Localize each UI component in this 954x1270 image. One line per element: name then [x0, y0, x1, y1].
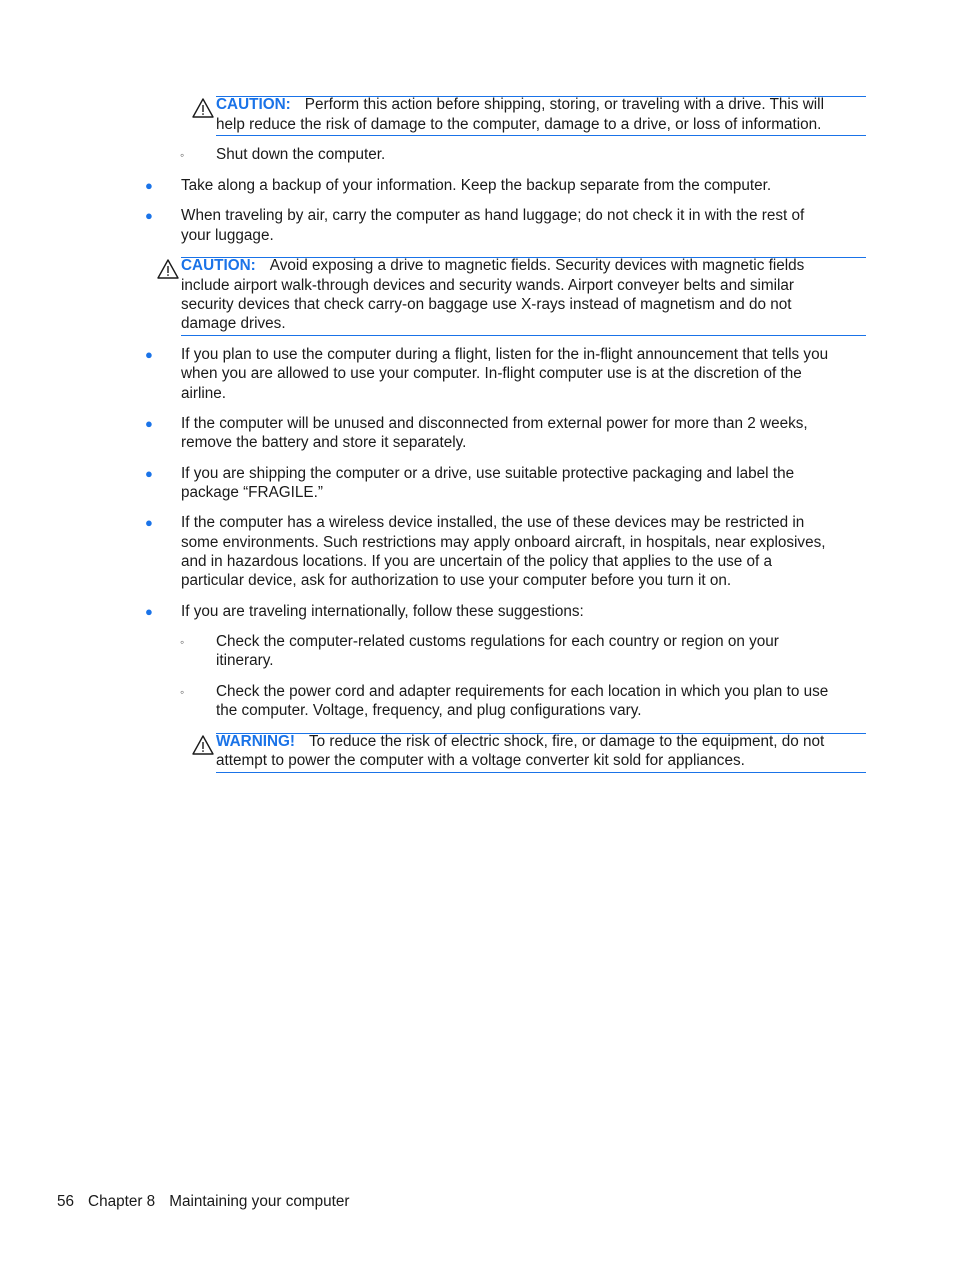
- warning-triangle-icon: [157, 259, 179, 279]
- notice-line: Avoid exposing a drive to magnetic fields. Security devices with magnetic fields: [269, 257, 805, 274]
- page-footer: [57, 1192, 363, 1212]
- sub-bullet-marker: ◦: [180, 635, 185, 649]
- notice-bottom-rule: [216, 135, 866, 136]
- notice-line: attempt to power the computer with a voltage converter kit sold for appliances.: [216, 752, 745, 769]
- page-number: 56: [57, 1193, 75, 1210]
- chapter-label: Chapter 8: [88, 1193, 156, 1210]
- list-item-line: particular device, ask for authorization to use your computer before you turn it on.: [181, 572, 732, 589]
- list-item-line: and in hazardous locations. If you are uncertain of the policy that applies to the use of a: [181, 553, 773, 570]
- list-item: Take along a backup of your information. Keep the backup separate from the computer.: [181, 177, 772, 194]
- bullet-marker: ●: [145, 466, 153, 481]
- list-item-line: If the computer has a wireless device installed, the use of these devices may be restricted in: [181, 514, 805, 531]
- warning-triangle-icon: [192, 735, 214, 755]
- chapter-title: Maintaining your computer: [169, 1193, 350, 1210]
- sub-list-item-line: Check the power cord and adapter requirements for each location in which you plan to use: [216, 683, 829, 700]
- bullet-marker: ●: [145, 208, 153, 223]
- list-item-line: If the computer will be unused and disconnected from external power for more than 2 weeks,: [181, 415, 808, 432]
- list-item-line: your luggage.: [181, 227, 274, 244]
- bullet-marker: ●: [145, 604, 153, 619]
- list-item-line: When traveling by air, carry the computer as hand luggage; do not check it in with the rest of: [181, 207, 805, 224]
- sub-bullet-marker: ◦: [180, 148, 185, 162]
- notice-bottom-rule: [216, 772, 866, 773]
- sub-list-item-line: Check the computer-related customs regulations for each country or region on your: [216, 633, 779, 650]
- bullet-marker: ●: [145, 515, 153, 530]
- list-item-line: remove the battery and store it separately.: [181, 434, 467, 451]
- notice-bottom-rule: [181, 335, 866, 336]
- notice-text: [181, 256, 804, 276]
- caution-label: CAUTION:: [216, 96, 291, 113]
- sub-list-item-line: itinerary.: [216, 652, 274, 669]
- list-item: If you are traveling internationally, follow these suggestions:: [181, 603, 584, 620]
- notice-line: damage drives.: [181, 315, 286, 332]
- list-item-line: If you plan to use the computer during a flight, listen for the in-flight announcement that tells you: [181, 346, 829, 363]
- notice-line: help reduce the risk of damage to the computer, damage to a drive, or loss of information.: [216, 116, 822, 133]
- notice-text: [216, 732, 824, 752]
- notice-line: To reduce the risk of electric shock, fire, or damage to the equipment, do not: [309, 733, 825, 750]
- notice-line: include airport walk-through devices and security wands. Airport conveyer belts and similar: [181, 277, 795, 294]
- list-item-line: If you are shipping the computer or a drive, use suitable protective packaging and label the: [181, 465, 795, 482]
- list-item-line: when you are allowed to use your computer. In-flight computer use is at the discretion of the: [181, 365, 802, 382]
- sub-bullet-marker: ◦: [180, 685, 185, 699]
- warning-label: WARNING!: [216, 733, 296, 750]
- notice-line: Perform this action before shipping, storing, or traveling with a drive. This will: [304, 96, 824, 113]
- warning-triangle-icon: [192, 98, 214, 118]
- bullet-marker: ●: [145, 347, 153, 362]
- bullet-marker: ●: [145, 178, 153, 193]
- list-item-line: package “FRAGILE.”: [181, 484, 323, 501]
- list-item-line: some environments. Such restrictions may apply onboard aircraft, in hospitals, near explosives,: [181, 534, 826, 551]
- list-item-line: airline.: [181, 385, 227, 402]
- sub-list-item: Shut down the computer.: [216, 146, 386, 163]
- sub-list-item-line: the computer. Voltage, frequency, and plug configurations vary.: [216, 702, 642, 719]
- bullet-marker: ●: [145, 416, 153, 431]
- caution-label: CAUTION:: [181, 257, 256, 274]
- notice-line: security devices that check carry-on baggage use X-rays instead of magnetism and do not: [181, 296, 792, 313]
- notice-text: [216, 95, 824, 115]
